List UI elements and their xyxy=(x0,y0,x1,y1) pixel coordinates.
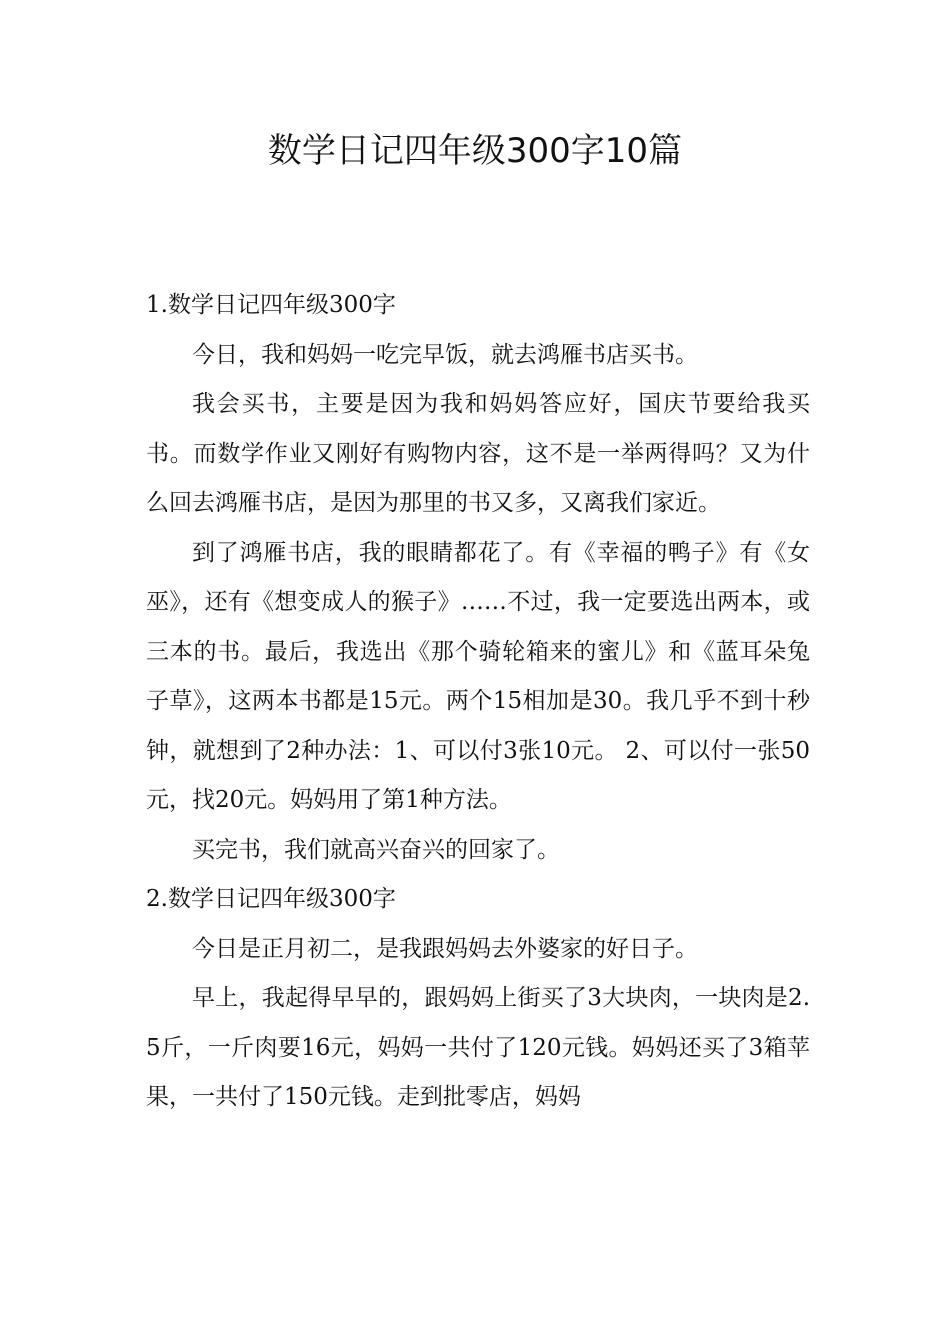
document-body xyxy=(146,281,810,1123)
paragraph: 买完书，我们就高兴奋兴的回家了。 xyxy=(192,836,560,863)
section-heading: 2.数学日记四年级300字 xyxy=(146,886,396,912)
document-title: 数学日记四年级300字10篇 xyxy=(267,131,683,171)
paragraph: 到了鸿雁书店，我的眼睛都花了。有《幸福的鸭子》有《女巫》，还有《想变成人的猴子》……不过，我一定要选出两本，或三本的书。最后，我选出《那个骑轮箱来的蜜儿》和《蓝耳朵兔子草》，这两本书都是15元。两个15相加是30。我几乎不到十秒钟，就想到了2种办法：1、可以付3张10元。 2、可以付一张50元，找20元。妈妈用了第1种方法。 xyxy=(146,539,810,813)
section-heading: 1.数学日记四年级300字 xyxy=(146,292,396,318)
paragraph: 早上，我起得早早的，跟妈妈上街买了3大块肉，一块肉是2.5斤，一斤肉要16元，妈妈一共付了120元钱。妈妈还买了3箱苹果，一共付了150元钱。走到批零店，妈妈 xyxy=(146,985,810,1110)
paragraph: 今日，我和妈妈一吃完早饭，就去鸿雁书店买书。 xyxy=(192,341,698,368)
paragraph: 我会买书，主要是因为我和妈妈答应好，国庆节要给我买书。而数学作业又刚好有购物内容，这不是一举两得吗？又为什么回去鸿雁书店，是因为那里的书又多，又离我们家近。 xyxy=(146,391,810,516)
paragraph: 今日是正月初二，是我跟妈妈去外婆家的好日子。 xyxy=(192,935,698,962)
